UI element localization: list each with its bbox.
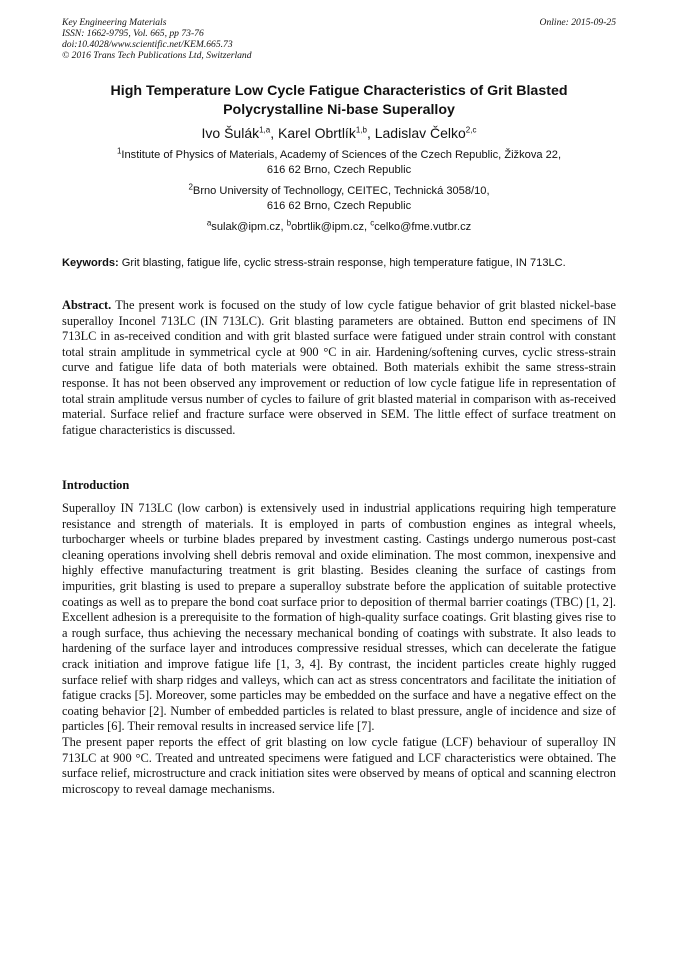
paragraph: Superalloy IN 713LC (low carbon) is extensively used in industrial applications requiring high temperature resistance and strength of materials. It is employed in parts of combustion engines as integral wheels, turbocharger wheels or turbine blades prepared by investment casting. Castings undergo numerous post-cast cleaning operations involving shell debris removal and oxide elimination. The most common, inexpensive and highly effective manufacturing treatment is grit blasting. Besides cleaning the surface of castings from impurities, grit blasting is used to prepare a superalloy substrate before the application of suitable protective coatings as well as to prepare the bond coat surface prior to deposition of thermal barrier coatings (TBC) [1, 2]. Excellent adhesion is a prerequisite to the formation of high-quality surface coatings. Grit blasting gives rise to a rough surface, thus achieving the necessary mechanical bonding of coatings with substrate. It also leads to hardening of the surface layer and introduces compressive residual stresses, which can decelerate the fatigue crack initiation and improve fatigue life [1, 3, 4]. By contrast, the incident particles create highly rugged surface relief with sharp ridges and valleys, which can act as stress concentrators and facilitate the initiation of fatigue cracks [5]. Moreover, some particles may be embedded on the surface and have a negative effect on the coating behavior [2]. Number of embedded particles is related to blast pressure, angle of incidence and size of particles [6]. Their removal results in increased service life [7]. [62,501,616,734]
author-list [62,124,616,142]
abstract [62,298,616,438]
online-date: Online: 2015-09-25 [539,17,616,28]
author: Ivo Šulák$^{1,a}$, [201,125,279,141]
author: Karel Obrtlík$^{1,b}$, [278,125,375,141]
keywords-text: Grit blasting, fatigue life, cyclic stress-strain response, high temperature fatigue, IN 713LC. [118,257,566,269]
keywords [62,256,616,271]
introduction-body [62,501,616,797]
affiliation-1: $^1$Institute of Physics of Materials, Academy of Sciences of the Czech Republic, Žižkova 22, 616 62 Brno, Czech Republic [116,146,562,176]
paragraph: The present paper reports the effect of grit blasting on low cycle fatigue (LCF) behaviour of superalloy IN 713LC at 900 °C. Treated and untreated specimens were fatigued and LCF characteristics were obtained. The surface relief, microstructure and crack initiation sites were observed by means of optical and scanning electron microscopy to reveal damage mechanisms. [62,734,616,796]
paper-title: High Temperature Low Cycle Fatigue Characteristics of Grit Blasted Polycrystalline Ni-base Superalloy [110,83,568,118]
email[interactable]: $^a$sulak@ipm.cz [206,218,281,233]
journal-name: Key Engineering Materials [62,17,167,28]
email-list: $^a$sulak@ipm.cz, $^b$obrtlik@ipm.cz, $^c$celko@fme.vutbr.cz [206,218,472,233]
abstract-label: Abstract. [62,298,112,312]
issn-line: ISSN: 1662-9795, Vol. 665, pp 73-76 [62,28,204,39]
email[interactable]: $^c$celko@fme.vutbr.cz [370,218,472,233]
affiliation-2: $^2$Brno University of Technollogy, CEITEC, Technická 3058/10, 616 62 Brno, Czech Republic [188,182,490,212]
doi-line: doi:10.4028/www.scientific.net/KEM.665.73 [62,39,233,50]
introduction-heading: Introduction [62,478,130,492]
copyright-line: © 2016 Trans Tech Publications Ltd, Switzerland [62,50,252,61]
email[interactable]: $^b$obrtlik@ipm.cz [286,218,365,233]
author: Ladislav Čelko$^{2,c}$ [374,125,477,141]
abstract-text: The present work is focused on the study of low cycle fatigue behavior of grit blasted nickel-base superalloy Inconel 713LC (IN 713LC). Grit blasting parameters are obtained. Button end specimens of IN 713LC in as-received condition and with grit blasted surface were fatigued under strain control with constant total strain amplitude in symmetrical cycle at 900 °C in air. Hardening/softening curves, cyclic stress-strain curve and fatigue life data of both materials were obtained. Both materials exhibit the same stress-strain response. It has not been observed any improvement or reduction of low cycle fatigue life in representation of total strain amplitude versus number of cycles to failure of grit blasted material in comparison with as-received material. Surface relief and fracture surface were observed in SEM. The little effect of surface treatment on fatigue characteristics is discussed. [62,298,616,437]
journal-header [62,17,616,61]
keywords-label: Keywords: [62,257,119,269]
